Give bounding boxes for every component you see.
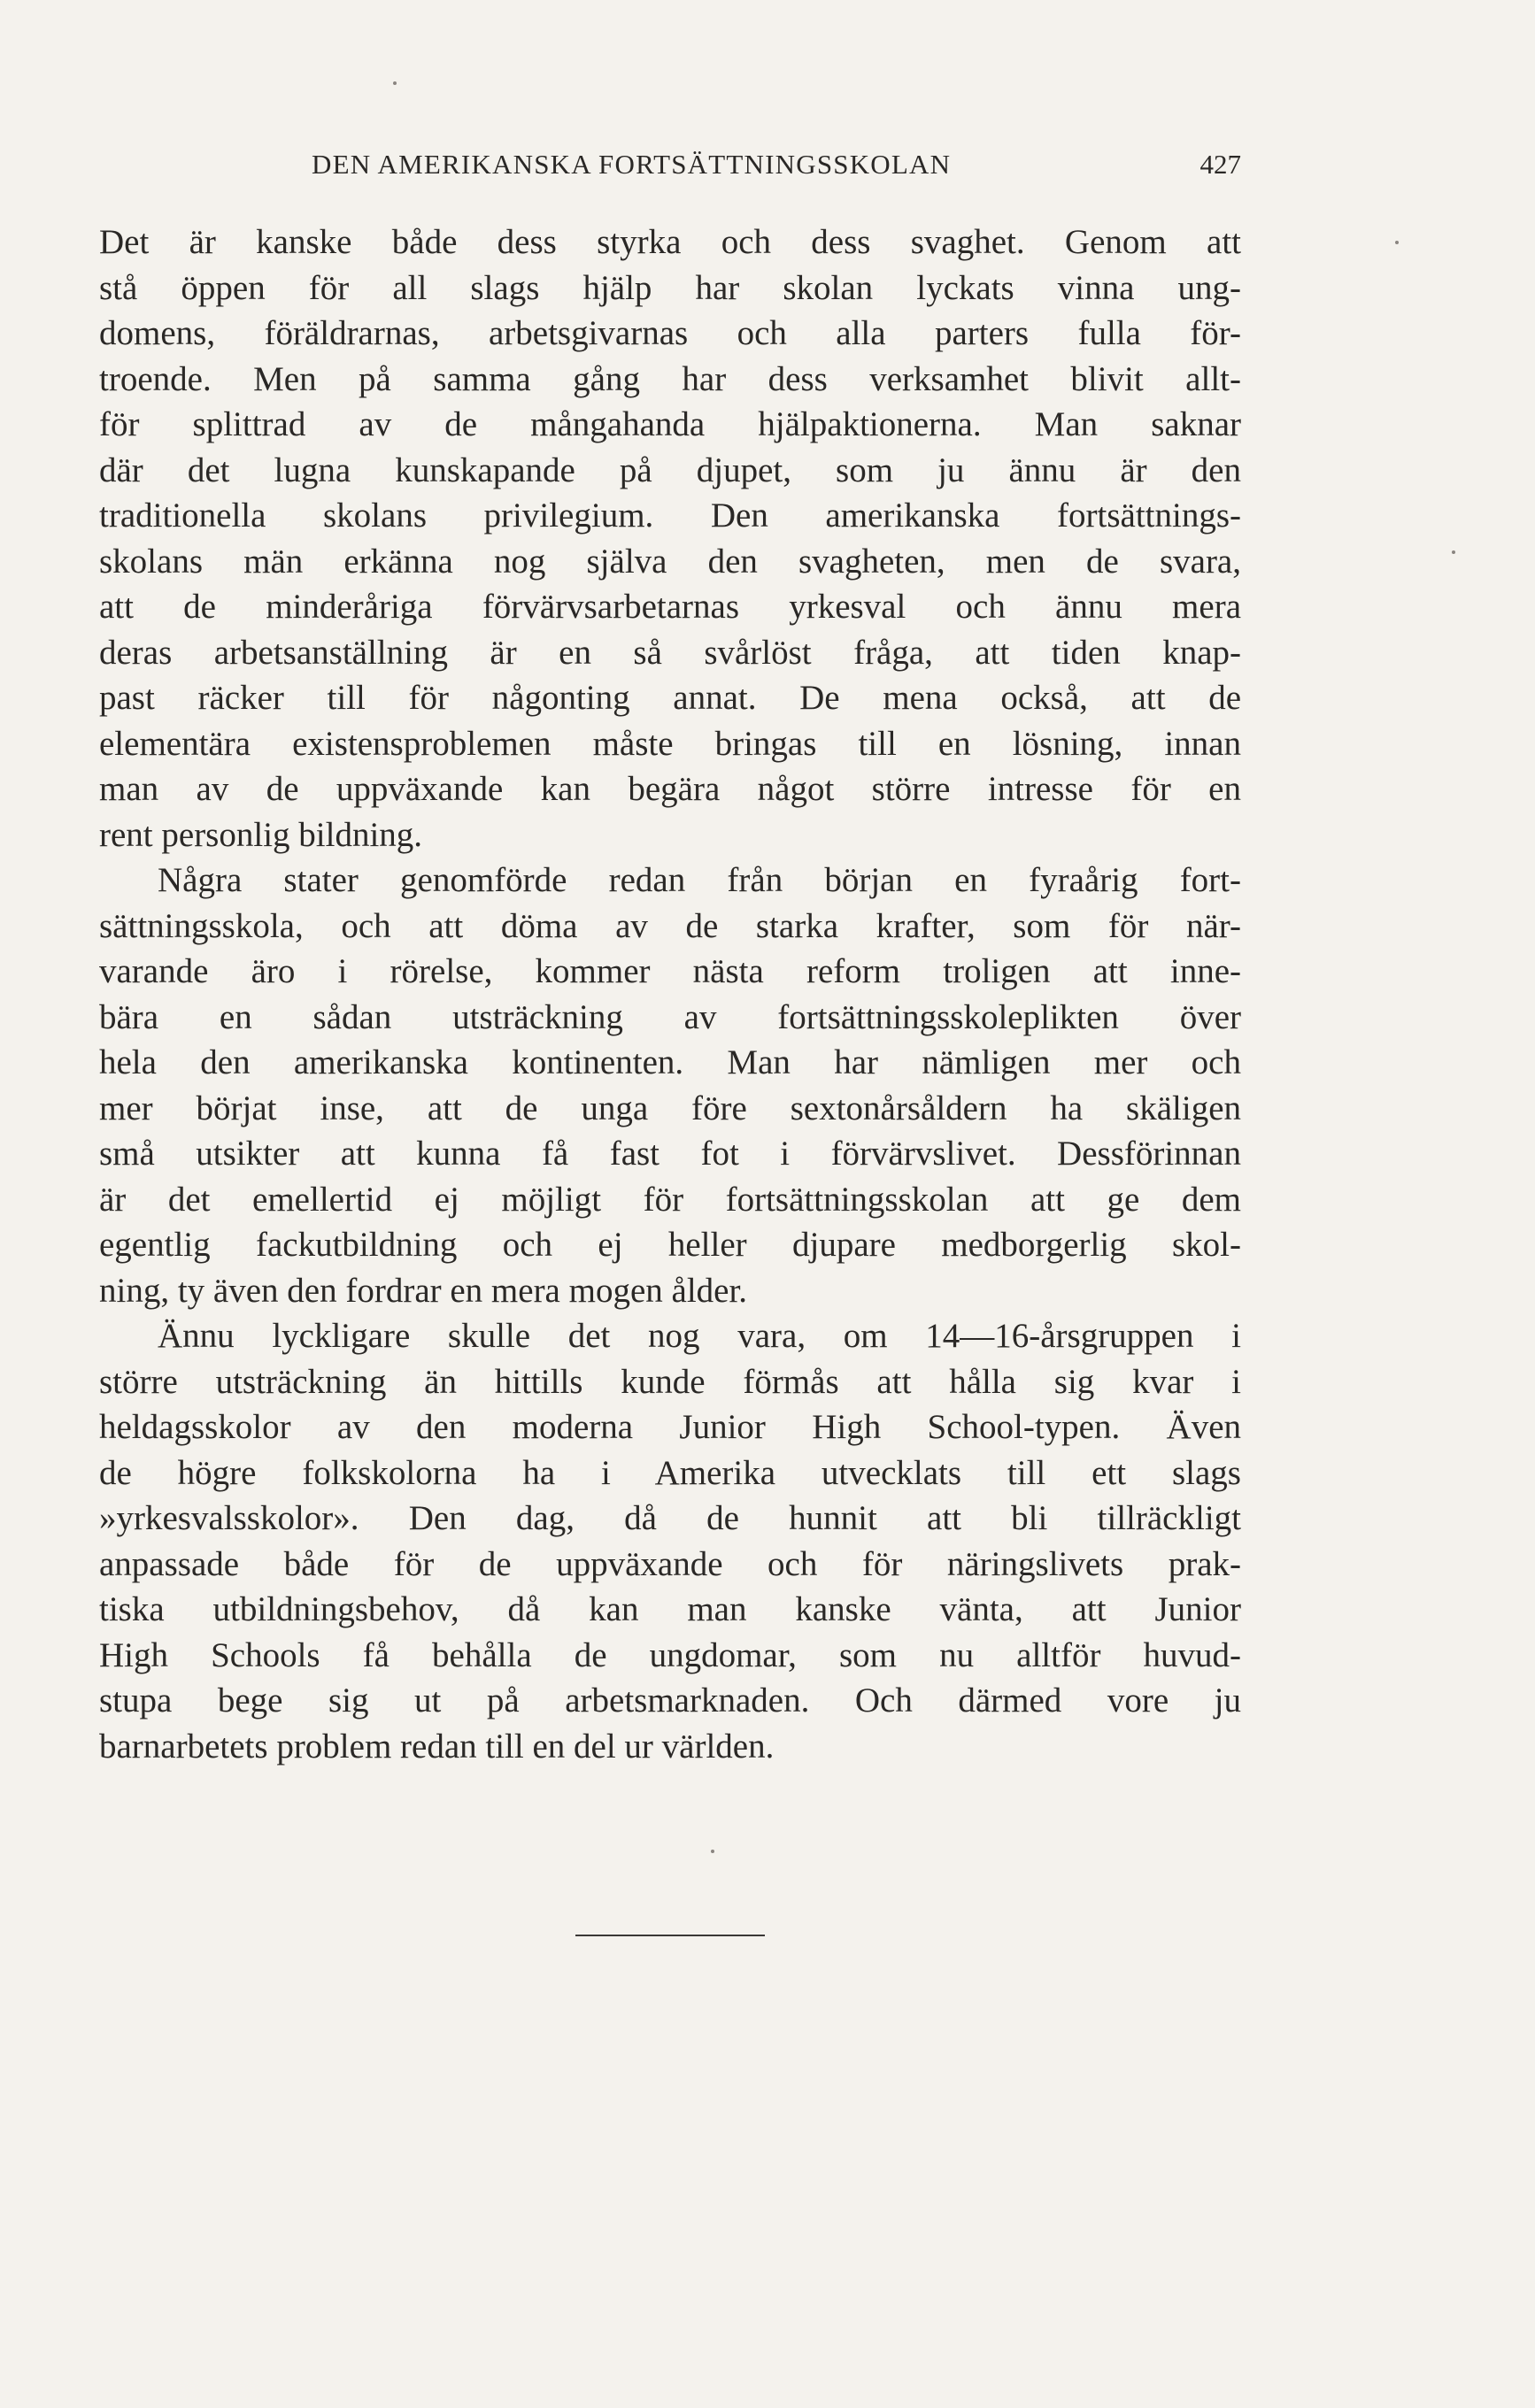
text-line: past räcker till för någonting annat. De mena också, att de: [99, 679, 1241, 717]
text-line: anpassade både för de uppväxande och för näringslivets prak-: [99, 1544, 1241, 1583]
text-line: »yrkesvalsskolor». Den dag, då de hunnit att bli tillräckligt: [99, 1499, 1241, 1537]
text-line: sättningsskola, och att döma av de starka krafter, som för när-: [99, 906, 1241, 945]
text-line: rent personlig bildning.: [99, 815, 423, 854]
text-line: man av de uppväxande kan begära något större intresse för en: [99, 770, 1241, 808]
running-head: DEN AMERIKANSKA FORTSÄTTNINGSSKOLAN: [312, 149, 952, 180]
text-line: barnarbetets problem redan till en del ur världen.: [99, 1727, 775, 1766]
paper-speck: [711, 1850, 714, 1853]
text-line: tiska utbildningsbehov, då kan man kanske vänta, att Junior: [99, 1590, 1241, 1628]
paper-speck: [393, 81, 397, 85]
text-line: Några stater genomförde redan från början en fyraårig fort-: [158, 861, 1241, 899]
text-line: mer börjat inse, att de unga före sextonårsåldern ha skäligen: [99, 1089, 1241, 1127]
text-line: större utsträckning än hittills kunde förmås att hålla sig kvar i: [99, 1362, 1241, 1401]
text-line: heldagsskolor av den moderna Junior High School-typen. Även: [99, 1408, 1241, 1446]
text-line: deras arbetsanställning är en så svårlöst fråga, att tiden knap-: [99, 633, 1241, 672]
paper-speck: [1452, 550, 1455, 554]
text-line: små utsikter att kunna få fast fot i förvärvslivet. Dessförinnan: [99, 1135, 1241, 1173]
text-line: egentlig fackutbildning och ej heller djupare medborgerlig skol-: [99, 1226, 1241, 1264]
paragraph-3: [99, 1313, 1241, 1769]
text-line: Det är kanske både dess styrka och dess svaghet. Genom att: [99, 223, 1241, 261]
page-header: [312, 149, 1241, 188]
text-line: traditionella skolans privilegium. Den amerikanska fortsättnings-: [99, 496, 1241, 535]
text-line: domens, föräldrarnas, arbetsgivarnas och alla parters fulla för-: [99, 314, 1241, 352]
paragraph-1: [99, 219, 1241, 858]
text-line: bära en sådan utsträckning av fortsättningsskoleplikten över: [99, 997, 1241, 1036]
text-line: Ännu lyckligare skulle det nog vara, om 14—16-årsgruppen i: [158, 1317, 1241, 1355]
body-text: [99, 219, 1241, 1769]
text-line: för splittrad av de mångahanda hjälpaktionerna. Man saknar: [99, 405, 1241, 443]
text-line: skolans män erkänna nog själva den svagheten, men de svara,: [99, 542, 1241, 581]
text-line: elementära existensproblemen måste bringas till en lösning, innan: [99, 724, 1241, 763]
text-line: stå öppen för all slags hjälp har skolan lyckats vinna ung-: [99, 268, 1241, 307]
page-number: 427: [1199, 149, 1241, 180]
text-line: ning, ty även den fordrar en mera mogen ålder.: [99, 1271, 748, 1310]
text-line: troende. Men på samma gång har dess verksamhet blivit allt-: [99, 359, 1241, 398]
text-line: High Schools få behålla de ungdomar, som nu alltför huvud-: [99, 1635, 1241, 1674]
text-line: de högre folkskolorna ha i Amerika utvecklats till ett slags: [99, 1453, 1241, 1492]
text-line: där det lugna kunskapande på djupet, som ju ännu är den: [99, 450, 1241, 489]
text-line: stupa bege sig ut på arbetsmarknaden. Och därmed vore ju: [99, 1681, 1241, 1719]
paper-speck: [1395, 241, 1399, 244]
text-line: att de minderåriga förvärvsarbetarnas yrkesval och ännu mera: [99, 588, 1241, 626]
text-line: varande äro i rörelse, kommer nästa reform troligen att inne-: [99, 952, 1241, 990]
text-line: hela den amerikanska kontinenten. Man har nämligen mer och: [99, 1043, 1241, 1081]
paragraph-2: [99, 858, 1241, 1313]
end-rule: [575, 1935, 765, 1936]
text-line: är det emellertid ej möjligt för fortsättningsskolan att ge dem: [99, 1180, 1241, 1219]
